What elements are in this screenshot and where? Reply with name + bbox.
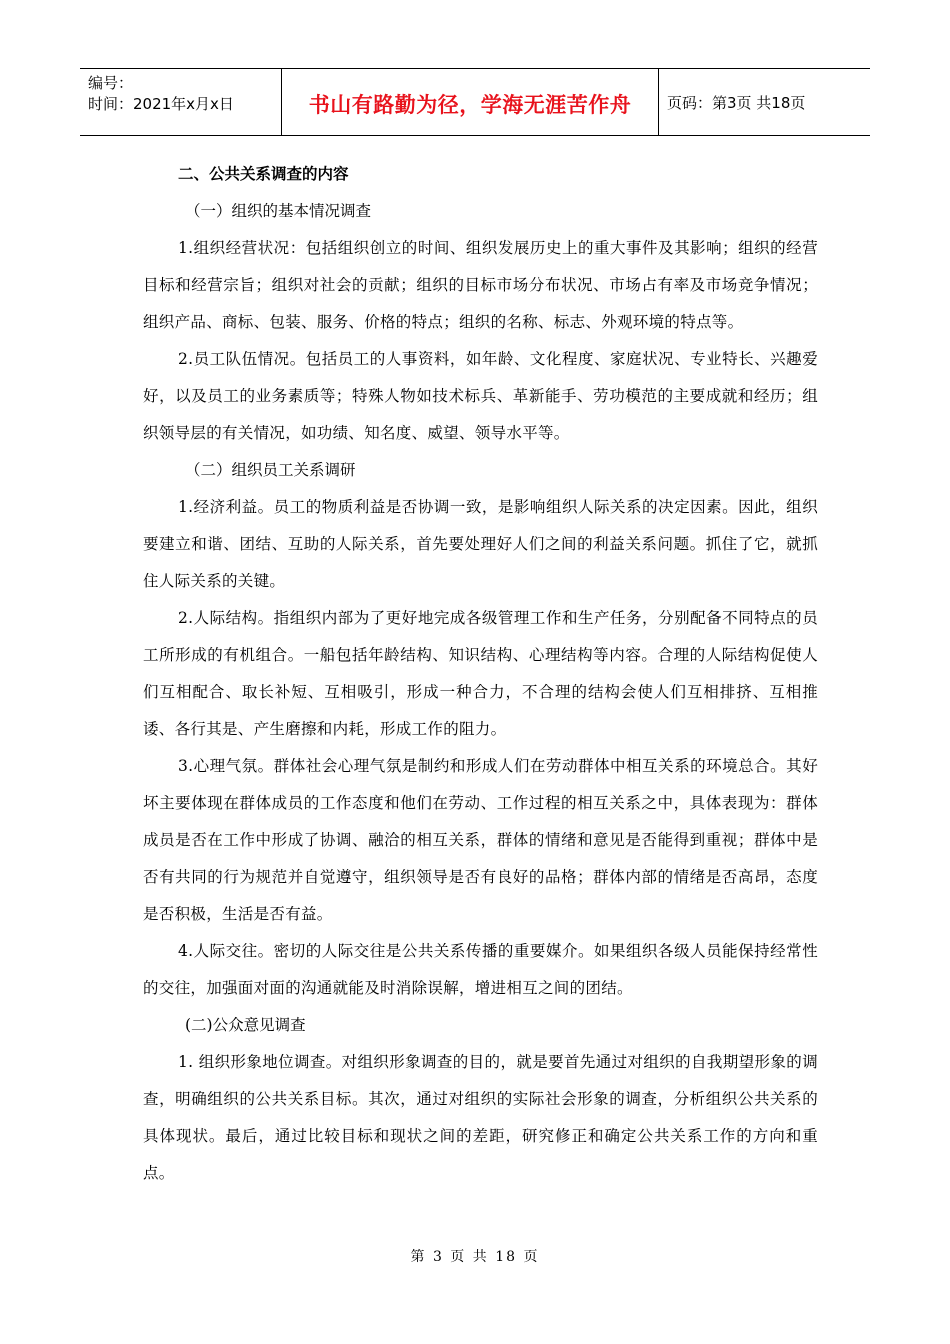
header-page-cell	[659, 69, 870, 135]
section-heading: 二、公共关系调查的内容	[178, 165, 349, 183]
header-info-cell	[80, 69, 282, 135]
header-motto-cell	[282, 69, 659, 135]
paragraph: 2.员工队伍情况。包括员工的人事资料，如年龄、文化程度、家庭状况、专业特长、兴趣爱好，以及员工的业务素质等；特殊人物如技术标兵、革新能手、劳功模范的主要成就和经历；组织领导层的有关情况，如功绩、知名度、威望、领导水平等。	[143, 350, 818, 442]
date-label: 时间：2021年x月x日	[88, 95, 234, 113]
subsection-title-employee-relations: （二）组织员工关系调研	[185, 461, 356, 479]
paragraph: 1. 组织形象地位调查。对组织形象调查的目的，就是要首先通过对组织的自我期望形象的调查，明确组织的公共关系目标。其次，通过对组织的实际社会形象的调查，分析组织公共关系的具体现状。最后，通过比较目标和现状之间的差距，研究修正和确定公共关系工作的方向和重点。	[143, 1053, 818, 1182]
paragraph: 1.经济利益。员工的物质利益是否协调一致，是影响组织人际关系的决定因素。因此，组织要建立和谐、团结、互助的人际关系，首先要处理好人们之间的利益关系问题。抓住了它，就抓住人际关系的关键。	[143, 498, 818, 590]
page-footer: 第 3 页 共 18 页	[410, 1249, 540, 1265]
document-header	[80, 68, 870, 136]
paragraph: 4.人际交往。密切的人际交往是公共关系传播的重要媒介。如果组织各级人员能保持经常性的交往，加强面对面的沟通就能及时消除误解，增进相互之间的团结。	[143, 942, 818, 997]
paragraph: 1.组织经营状况：包括组织创立的时间、组织发展历史上的重大事件及其影响；组织的经营目标和经营宗旨；组织对社会的贡献；组织的目标市场分布状况、市场占有率及市场竞争情况；组织产品、商标、包装、服务、价格的特点；组织的名称、标志、外观环境的特点等。	[143, 239, 818, 331]
paragraph: 3.心理气氛。群体社会心理气氛是制约和形成人们在劳动群体中相互关系的环境总合。其好坏主要体现在群体成员的工作态度和他们在劳动、工作过程的相互关系之中，具体表现为：群体成员是否在工作中形成了协调、融洽的相互关系，群体的情绪和意见是否能得到重视；群体中是否有共同的行为规范并自觉遵守，组织领导是否有良好的品格；群体内部的情绪是否高昂，态度是否积极，生活是否有益。	[143, 757, 818, 923]
document-body	[143, 156, 818, 1192]
paragraph: 2.人际结构。指组织内部为了更好地完成各级管理工作和生产任务，分别配备不同特点的员工所形成的有机组合。一船包括年龄结构、知识结构、心理结构等内容。合理的人际结构促使人们互相配合、取长补短、互相吸引，形成一种合力，不合理的结构会使人们互相排挤、互相推诿、各行其是、产生磨擦和内耗，形成工作的阻力。	[143, 609, 818, 738]
subsection-title-basic-info: （一）组织的基本情况调查	[185, 202, 372, 220]
header-motto: 书山有路勤为径，学海无涯苦作舟	[308, 93, 632, 117]
header-page-info: 页码：第3页 共18页	[667, 93, 806, 112]
number-label: 编号：	[88, 74, 134, 92]
subsection-title-public-opinion: (二)公众意见调查	[185, 1016, 306, 1034]
